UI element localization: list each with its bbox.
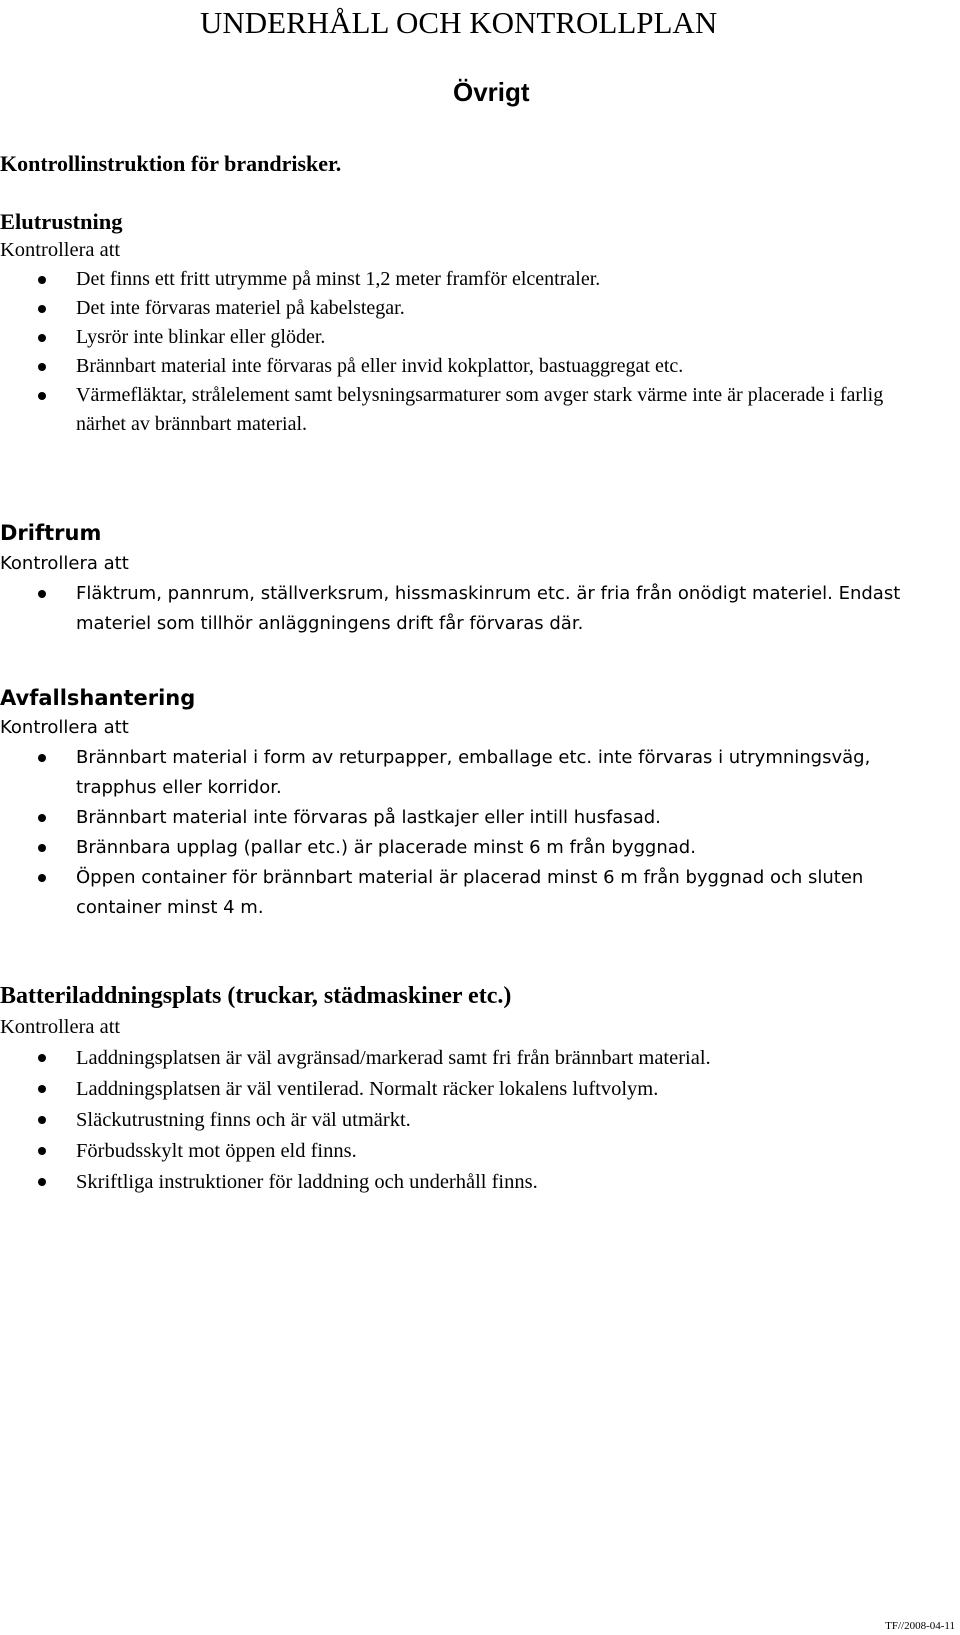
- section-batteriladdningsplats: [0, 980, 950, 1198]
- list-item: [0, 1136, 950, 1167]
- list-item: [0, 323, 900, 352]
- list-item-text: Skriftliga instruktioner för laddning och underhåll finns.: [76, 1171, 538, 1193]
- list-item-text: Brännbara upplag (pallar etc.) är placerade minst 6 m från byggnad.: [76, 837, 696, 858]
- bullet-icon: [38, 363, 46, 371]
- list-item-text: Öppen container för brännbart material är placerad minst 6 m från byggnad och sluten container minst 4 m.: [76, 867, 864, 918]
- bullet-icon: [38, 276, 46, 284]
- page-title: UNDERHÅLL OCH KONTROLLPLAN: [200, 5, 718, 40]
- list-item: [0, 1167, 950, 1198]
- list-item-text: Fläktrum, pannrum, ställverksrum, hissmaskinrum etc. är fria från onödigt materiel. Endast materiel som tillhör anläggningens drift får förvaras där.: [76, 583, 901, 634]
- section-elutrustning: [0, 207, 900, 439]
- list-item-text: Värmefläktar, strålelement samt belysningsarmaturer som avger stark värme inte är placerade i farlig närhet av brännbart material.: [76, 384, 884, 435]
- section-subheading: Kontrollera att: [0, 553, 129, 574]
- section-subheading: Kontrollera att: [0, 239, 121, 261]
- bullet-icon: [38, 754, 46, 762]
- list-item-text: Det inte förvaras materiel på kabelstegar.: [76, 297, 405, 319]
- bullet-icon: [38, 1178, 46, 1186]
- bullet-icon: [38, 305, 46, 313]
- list-item-text: Brännbart material i form av returpapper, emballage etc. inte förvaras i utrymningsväg, trapphus eller korridor.: [76, 747, 871, 798]
- list-item-text: Släckutrustning finns och är väl utmärkt.: [76, 1109, 411, 1131]
- bullet-icon: [38, 334, 46, 342]
- list-item: [0, 381, 900, 439]
- list-item: [0, 863, 950, 923]
- checklist: [0, 743, 950, 923]
- section-driftrum: [0, 518, 905, 639]
- bullet-icon: [38, 392, 46, 400]
- list-item-text: Det finns ett fritt utrymme på minst 1,2 meter framför elcentraler.: [76, 268, 601, 290]
- footer-code: TF//2008-04-11: [885, 1620, 955, 1632]
- list-item: [0, 803, 950, 833]
- section-heading: Driftrum: [0, 521, 102, 545]
- list-item-text: Förbudsskylt mot öppen eld finns.: [76, 1140, 357, 1162]
- bullet-icon: [38, 1085, 46, 1093]
- list-item-text: Brännbart material inte förvaras på eller invid kokplattor, bastuaggregat etc.: [76, 355, 684, 377]
- list-item: [0, 352, 900, 381]
- bullet-icon: [38, 814, 46, 822]
- section-heading: Avfallshantering: [0, 686, 196, 710]
- section-heading: Elutrustning: [0, 209, 123, 234]
- list-item-text: Laddningsplatsen är väl ventilerad. Normalt räcker lokalens luftvolym.: [76, 1078, 659, 1100]
- list-item-text: Brännbart material inte förvaras på lastkajer eller intill husfasad.: [76, 807, 661, 828]
- section-subheading: Kontrollera att: [0, 1016, 121, 1038]
- list-item: [0, 1074, 950, 1105]
- list-item: [0, 1043, 950, 1074]
- bullet-icon: [38, 1116, 46, 1124]
- bullet-icon: [38, 590, 46, 598]
- bullet-icon: [38, 844, 46, 852]
- checklist: [0, 265, 900, 439]
- checklist: [0, 1043, 950, 1198]
- checklist: [0, 579, 905, 639]
- list-item: [0, 833, 950, 863]
- list-item: [0, 743, 950, 803]
- list-item: [0, 294, 900, 323]
- list-item: [0, 579, 905, 639]
- section-subheading: Kontrollera att: [0, 717, 129, 738]
- list-item-text: Lysrör inte blinkar eller glöder.: [76, 326, 326, 348]
- bullet-icon: [38, 1147, 46, 1155]
- section-heading: Batteriladdningsplats (truckar, städmaskiner etc.): [0, 983, 512, 1009]
- bullet-icon: [38, 874, 46, 882]
- bullet-icon: [38, 1054, 46, 1062]
- list-item: [0, 265, 900, 294]
- intro-heading: Kontrollinstruktion för brandrisker.: [0, 151, 342, 176]
- list-item-text: Laddningsplatsen är väl avgränsad/markerad samt fri från brännbart material.: [76, 1047, 711, 1069]
- page-subtitle: Övrigt: [453, 77, 530, 107]
- section-avfallshantering: [0, 683, 950, 923]
- list-item: [0, 1105, 950, 1136]
